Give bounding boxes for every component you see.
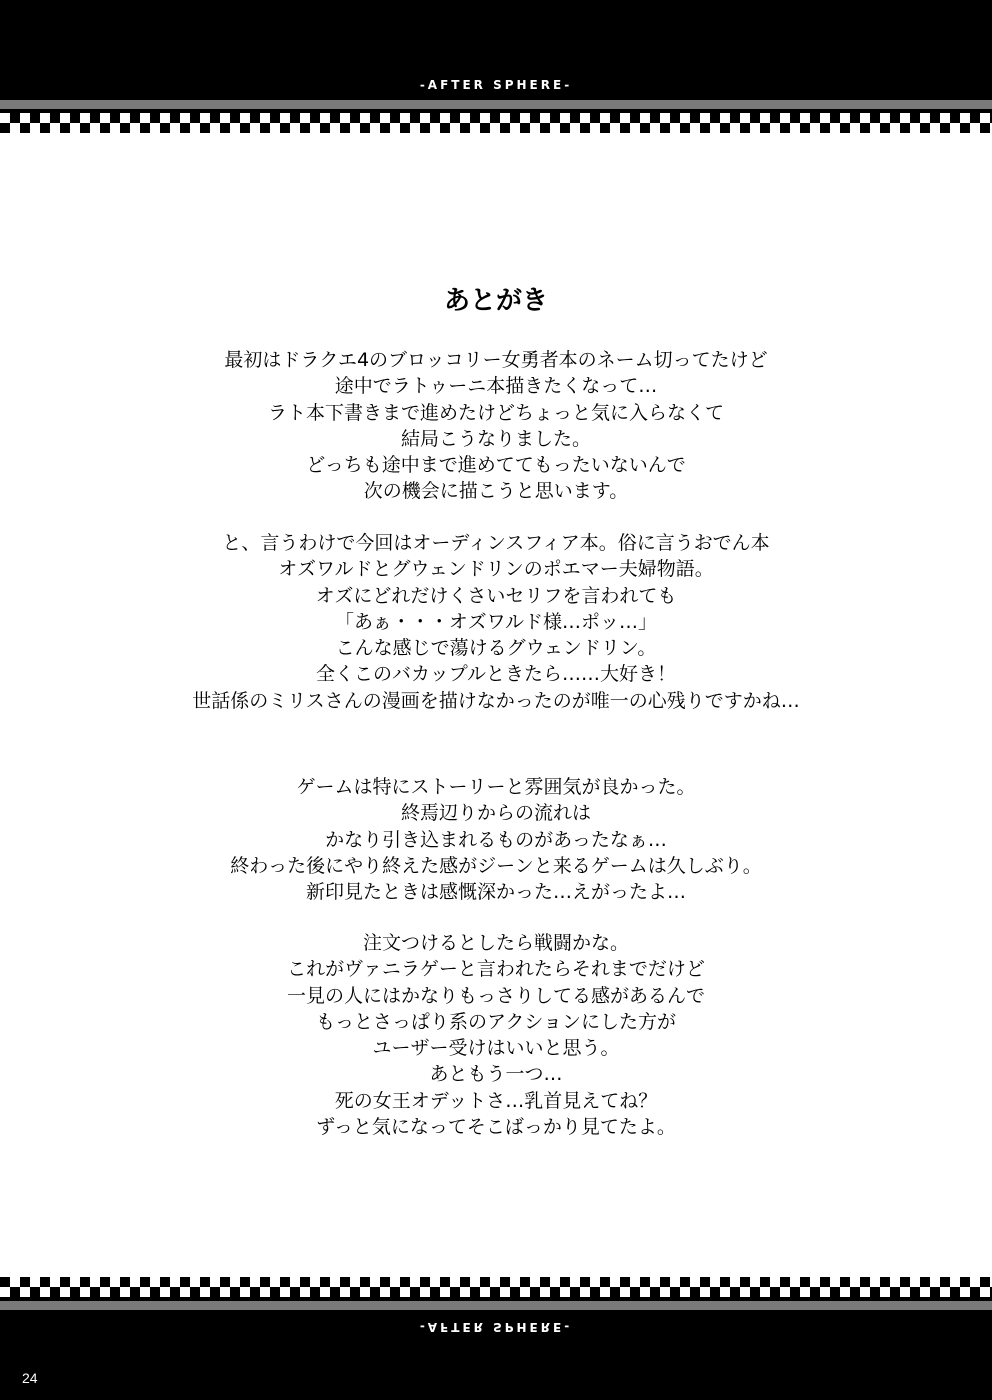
footer-title-mirrored: -AFTER SPHERE- [419,1320,573,1334]
afterword-paragraph-4 [40,930,952,1140]
text-line: 死の女王オデットさ…乳首見えてね？ [334,1089,658,1112]
text-line: 全くこのバカップルときたら……大好き！ [315,663,677,686]
header-checker-border [0,113,992,133]
text-line: こんな感じで蕩けるグウェンドリン。 [335,637,657,660]
text-line: オズワルドとグウェンドリンのポエマー夫婦物語。 [278,558,714,581]
afterword-paragraph-3 [40,774,952,905]
footer-checker-border [0,1277,992,1297]
text-line: 「あぁ・・・オズワルド様…ポッ…」 [334,610,658,633]
text-line: 世話係のミリスさんの漫画を描けなかったのが唯一の心残りですかね… [192,689,800,712]
afterword-paragraph-2 [40,530,952,714]
header-title: -AFTER SPHERE- [419,78,573,92]
text-line: 途中でラトゥーニ本描きたくなって… [334,375,658,398]
text-line: と、言うわけで今回はオーディンスフィア本。俗に言うおでん本 [222,532,770,554]
text-line: ゲームは特にストーリーと雰囲気が良かった。 [296,776,696,798]
text-line: オズにどれだけくさいセリフを言われても [315,584,677,607]
footer-gray-stripe [0,1301,992,1310]
text-line: 新印見たときは感慨深かった…えがったよ… [305,881,686,904]
text-line: 注文つけるとしたら戦闘かな。 [362,932,629,954]
footer-black-stripe-lower [0,1310,992,1318]
afterword-paragraph-1 [40,347,952,505]
header-gray-stripe [0,100,992,109]
text-line: 次の機会に描こうと思います。 [363,480,629,503]
text-line: ずっと気になってそこばっかり見てたよ。 [316,1116,676,1139]
text-line: これがヴァニラゲーと言われたらそれまでだけど [287,958,705,981]
text-line: 最初はドラクエ4のブロッコリー女勇者本のネーム切ってたけど [224,349,768,371]
text-line: かなり引き込まれるものがあったなぁ… [325,828,667,851]
text-line: どっちも途中まで進めててもったいないんで [306,454,686,477]
page-number: 24 [22,1370,38,1386]
text-line: ユーザー受けはいいと思う。 [372,1037,620,1060]
text-line: 結局こうなりました。 [400,427,591,450]
text-line: 終わった後にやり終えた感がジーンと来るゲームは久しぶり。 [230,854,762,877]
text-line: 一見の人にはかなりもっさりしてる感があるんで [286,984,705,1007]
text-line: ラト本下書きまで進めたけどちょっと気に入らなくて [267,401,724,424]
text-line: もっとさっぱり系のアクションにした方が [315,1010,677,1033]
afterword-heading: あとがき [443,286,548,316]
text-line: あともう一つ… [429,1063,563,1086]
text-line: 終焉辺りからの流れは [400,802,591,825]
